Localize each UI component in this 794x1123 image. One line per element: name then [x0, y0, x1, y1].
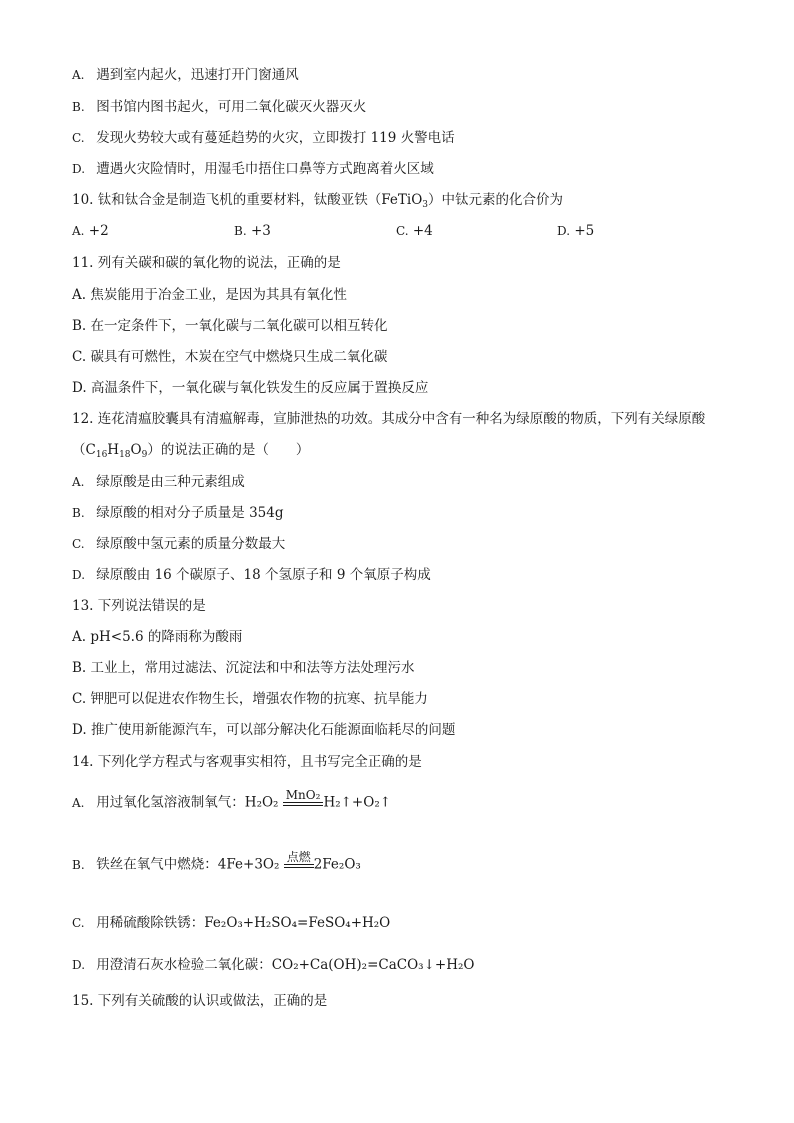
q9-option-c: C. 发现火势较大或有蔓延趋势的火灾，立即拨打 119 火警电话: [72, 130, 455, 146]
q12-option-c: C. 绿原酸中氢元素的质量分数最大: [72, 536, 286, 552]
q14-option-d: D. 用澄清石灰水检验二氧化碳：CO₂+Ca(OH)₂=CaCO₃↓+H₂O: [72, 957, 475, 973]
q12-option-a: A. 绿原酸是由三种元素组成: [72, 474, 245, 490]
q10-option-a: A. +2: [72, 223, 109, 239]
q10-option-d: D. +5: [557, 223, 595, 239]
q14-option-c: C. 用稀硫酸除铁锈：Fe₂O₃+H₂SO₄=FeSO₄+H₂O: [72, 915, 391, 931]
q13-option-a: A. pH<5.6 的降雨称为酸雨: [72, 629, 243, 645]
q15-stem: 15. 下列有关硫酸的认识或做法，正确的是: [72, 993, 328, 1009]
q11-stem: 11. 列有关碳和碳的氧化物的说法，正确的是: [72, 255, 341, 271]
q13-option-d: D. 推广使用新能源汽车，可以部分解决化石能源面临耗尽的问题: [72, 722, 456, 738]
q13-option-b: B. 工业上，常用过滤法、沉淀法和中和法等方法处理污水: [72, 660, 415, 676]
q9-option-d: D. 遭遇火灾险情时，用湿毛巾捂住口鼻等方式跑离着火区域: [72, 161, 434, 177]
reaction-condition-arrow: 点燃: [284, 850, 314, 880]
q14-stem: 14. 下列化学方程式与客观事实相符，且书写完全正确的是: [72, 754, 422, 770]
q9-option-a: A. 遇到室内起火，迅速打开门窗通风: [72, 67, 299, 83]
q12-option-d: D. 绿原酸由 16 个碳原子、18 个氢原子和 9 个氧原子构成: [72, 567, 431, 583]
reaction-condition-arrow: MnO₂: [283, 788, 324, 818]
q12-option-b: B. 绿原酸的相对分子质量是 354g: [72, 505, 284, 521]
q12-stem-line1: 12. 连花清瘟胶囊具有清瘟解毒，宣肺泄热的功效。其成分中含有一种名为绿原酸的物质，下列有关绿原酸: [72, 411, 706, 427]
q9-option-b: B. 图书馆内图书起火，可用二氧化碳灭火器灭火: [72, 99, 367, 115]
q13-stem: 13. 下列说法错误的是: [72, 598, 206, 614]
q14-option-a: A. 用过氧化氢溶液制氧气：H₂O₂ MnO₂ H₂↑+O₂↑: [72, 788, 391, 818]
q10-stem: 10. 钛和钛合金是制造飞机的重要材料，钛酸亚铁（FeTiO$_3$）中钛元素的化合价为: [72, 192, 564, 210]
q11-option-c: C. 碳具有可燃性，木炭在空气中燃烧只生成二氧化碳: [72, 349, 388, 365]
q11-option-a: A. 焦炭能用于冶金工业，是因为其具有氧化性: [72, 287, 347, 303]
q12-stem-line2: $(C_{16}H_{18}O_9)$的说法正确的是（ ）: [72, 442, 310, 460]
q10-option-c: C. +4: [396, 223, 433, 239]
q14-option-b: B. 铁丝在氧气中燃烧：4Fe+3O₂ 点燃 2Fe₂O₃: [72, 850, 361, 880]
q10-option-b: B. +3: [234, 223, 271, 239]
q13-option-c: C. 钾肥可以促进农作物生长，增强农作物的抗寒、抗旱能力: [72, 691, 428, 707]
q11-option-d: D. 高温条件下，一氧化碳与氧化铁发生的反应属于置换反应: [72, 380, 429, 396]
q11-option-b: B. 在一定条件下，一氧化碳与二氧化碳可以相互转化: [72, 318, 388, 334]
